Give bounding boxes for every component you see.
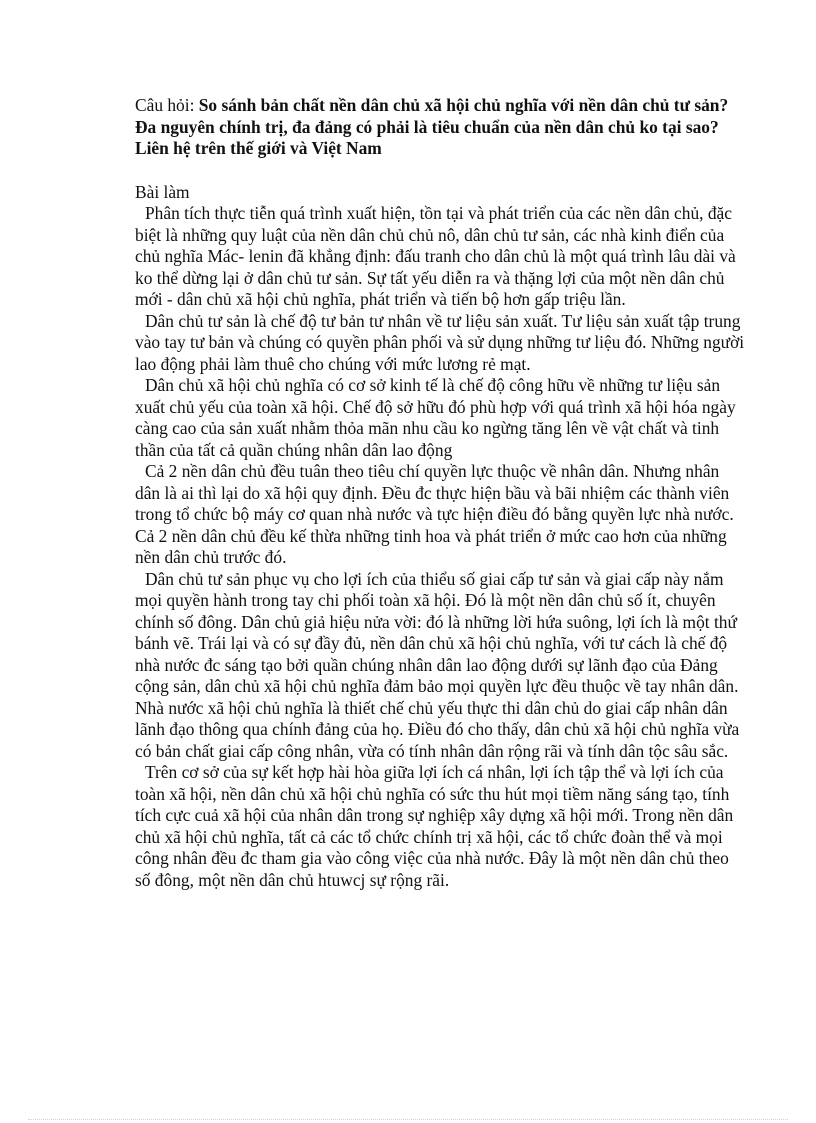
answer-paragraph: Dân chủ tư sản phục vụ cho lợi ích của thiểu số giai cấp tư sản và giai cấp này nắm mọi quyền hành trong tay chi phối toàn xã hội. Đó là một nền dân chủ số ít, chuyên chính số đông. Dân chủ giả hiệu nửa vời: đó là những lời hứa suông, lợi ích là một thứ bánh vẽ. Trái lại và có sự đầy đủ, nền dân chủ xã hội chủ nghĩa, với tư cách là chế độ nhà nước đc sáng tạo bởi quần chúng nhân dân lao động dưới sự lãnh đạo của Đảng cộng sản, dân chủ xã hội chủ nghĩa đảm bảo mọi quyền lực đều thuộc về tay nhân dân. Nhà nước xã hội chủ nghĩa là thiết chế chủ yếu thực thi dân chủ do giai cấp nhân dân lãnh đạo thông qua chính đảng của họ. Điều đó cho thấy, dân chủ xã hội chủ nghĩa vừa có bản chất giai cấp công nhân, vừa có tính nhân dân rộng rãi và tính dân tộc sâu sắc. [135,568,740,761]
answer-heading: Bài làm [135,181,190,202]
question-text: So sánh bản chất nền dân chủ xã hội chủ nghĩa với nền dân chủ tư sản? Đa nguyên chính trị, đa đảng có phải là tiêu chuẩn của nền dân chủ ko tại sao? Liên hệ trên thế giới và Việt Nam [135,95,729,158]
answer-paragraph: Cả 2 nền dân chủ đều tuân theo tiêu chí quyền lực thuộc về nhân dân. Nhưng nhân dân là ai thì lại do xã hội quy định. Đều đc thực hiện bầu và bãi nhiệm các thành viên trong tổ chức bộ máy cơ quan nhà nước và tực hiện điều đó bằng quyền lực nhà nước. Cả 2 nền dân chủ đều kế thừa những tinh hoa và phát triển ở mức cao hơn của những nền dân chủ trước đó. [135,461,734,567]
question-label: Câu hỏi: [135,95,199,115]
document-body [135,95,746,891]
answer-paragraph: Dân chủ xã hội chủ nghĩa có cơ sở kinh tế là chế độ công hữu về những tư liệu sản xuất chủ yếu của toàn xã hội. Chế độ sở hữu đó phù hợp với quá trình xã hội hóa ngày càng cao của sản xuất nhằm thỏa mãn nhu cầu ko ngừng tăng lên về vật chất và tinh thần của tất cả quần chúng nhân dân lao động [135,375,736,460]
question-block [135,95,746,160]
answer-paragraph: Trên cơ sở của sự kết hợp hài hòa giữa lợi ích cá nhân, lợi ích tập thể và lợi ích của toàn xã hội, nền dân chủ xã hội chủ nghĩa có sức thu hút mọi tiềm năng sáng tạo, tính tích cực cuả xã hội của nhân dân trong sự nghiệp xây dựng xã hội mới. Trong nền dân chủ xã hội chủ nghĩa, tất cả các tổ chức chính trị xã hội, các tổ chức đoàn thể và mọi công nhân đều đc tham gia vào công việc của nhà nước. Đây là một nền dân chủ theo số đông, một nền dân chủ htuwcj sự rộng rãi. [135,762,734,890]
answer-paragraph: Phân tích thực tiễn quá trình xuất hiện, tồn tại và phát triển của các nền dân chủ, đặc biệt là những quy luật của nền dân chủ chủ nô, dân chủ tư sản, các nhà kinh điển của chủ nghĩa Mác- lenin đã khẳng định: đấu tranh cho dân chủ là một quá trình lâu dài và ko thể dừng lại ở dân chủ tư sản. Sự tất yếu diễn ra và thặng lợi của một nền dân chủ mới - dân chủ xã hội chủ nghĩa, phát triển và tiến bộ hơn gấp triệu lần. [135,203,736,309]
page-bottom-divider [28,1119,788,1120]
answer-paragraph: Dân chủ tư sản là chế độ tư bản tư nhân về tư liệu sản xuất. Tư liệu sản xuất tập trung vào tay tư bản và chúng có quyền phân phối và sử dụng những tư liệu đó. Những người lao động phải làm thuê cho chúng với mức lương rẻ mạt. [135,310,745,374]
